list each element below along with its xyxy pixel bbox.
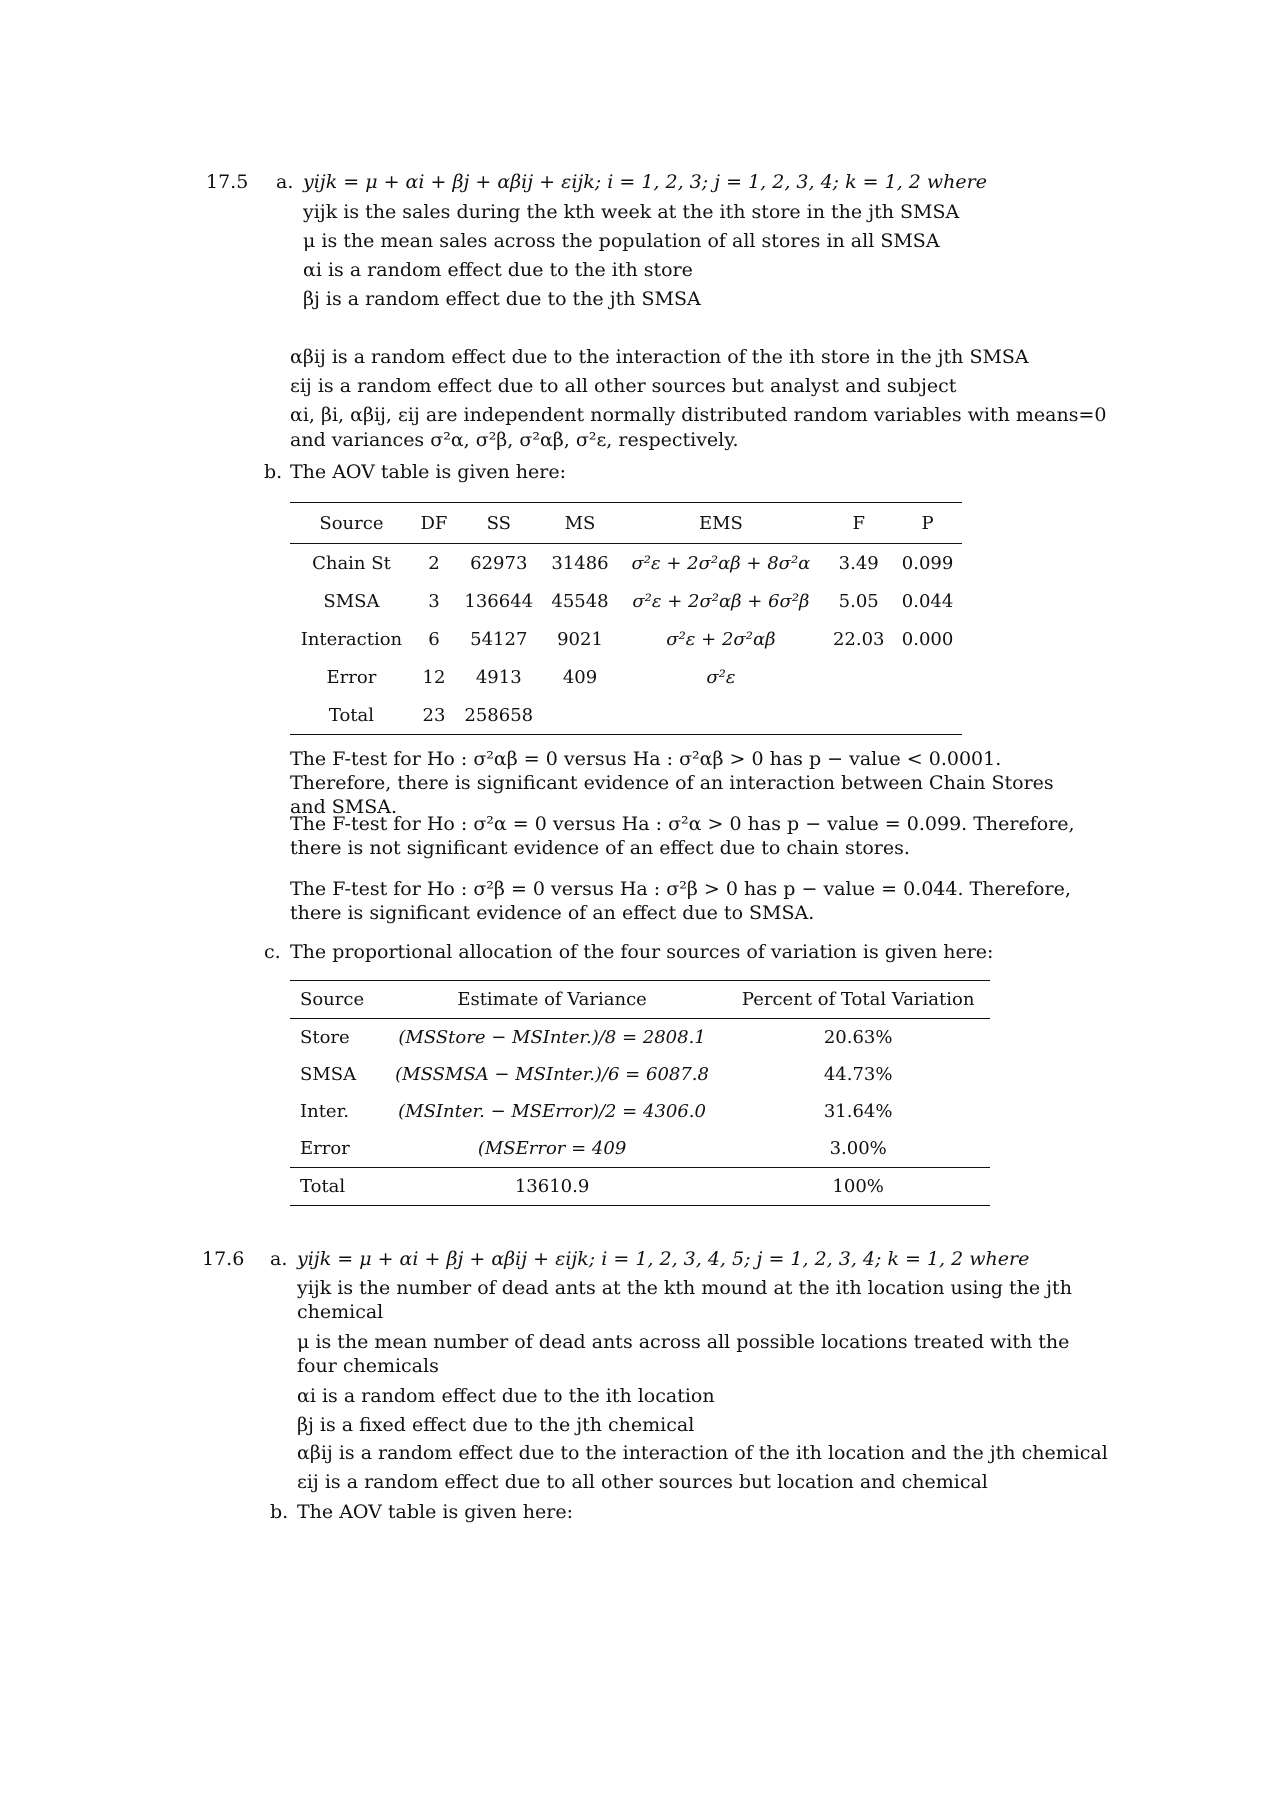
definition-line: yijk is the number of dead ants at the kth mound at the ith location using the jth chemical <box>297 1277 1072 1323</box>
table-row-total <box>290 1168 990 1206</box>
table-cell: 45548 <box>551 590 609 612</box>
definition-line: and variances σ²α, σ²β, σ²αβ, σ²ε, respectively. <box>290 429 739 451</box>
table-cell: SMSA <box>300 1064 357 1085</box>
table-cell: Interaction <box>300 628 403 650</box>
f-test-paragraph: The F-test for Ho : σ²β = 0 versus Ha : σ²β > 0 has p − value = 0.044. Therefore, there is significant evidence of an effect due to SMSA. <box>290 878 1071 924</box>
table-cell: 9021 <box>557 628 603 650</box>
definition-line: αi is a random effect due to the ith location <box>297 1385 715 1407</box>
definition-line: αi, βi, αβij, εij are independent normally distributed random variables with means=0 <box>290 404 1107 426</box>
table-cell: 20.63% <box>823 1027 893 1048</box>
table-cell: 0.000 <box>901 628 954 650</box>
table-cell: 62973 <box>470 552 528 574</box>
table-row <box>290 1019 990 1057</box>
table-cell: 409 <box>562 666 598 688</box>
table-cell <box>824 696 893 735</box>
table-cell: SMSA <box>323 590 380 612</box>
table-cell: 2 <box>428 552 440 574</box>
definition-line: βj is a fixed effect due to the jth chemical <box>297 1414 695 1436</box>
table-cell: 31486 <box>551 552 609 574</box>
table-cell: 258658 <box>464 704 534 726</box>
problem-number-17-5: 17.5 <box>206 171 249 193</box>
table-cell: 13610.9 <box>514 1176 590 1197</box>
definition-line: εij is a random effect due to all other sources but location and chemical <box>297 1471 988 1493</box>
table-row <box>290 1093 990 1130</box>
part-b-intro: The AOV table is given here: <box>290 461 566 483</box>
aov-header-row <box>290 503 962 544</box>
definition-line: βj is a random effect due to the jth SMSA <box>303 288 701 310</box>
table-cell: 0.044 <box>901 590 954 612</box>
part-c-label: c. <box>264 941 281 963</box>
table-cell: 5.05 <box>838 590 879 612</box>
table-row <box>290 620 962 658</box>
table-cell <box>618 696 825 735</box>
column-header: Estimate of Variance <box>457 989 647 1010</box>
table-cell <box>893 658 962 696</box>
problem-number-17-6: 17.6 <box>202 1248 245 1270</box>
column-header: Source <box>319 512 384 534</box>
part-b-label: b. <box>270 1501 289 1523</box>
column-header: SS <box>486 512 511 534</box>
table-cell: 44.73% <box>823 1064 893 1085</box>
table-cell: 54127 <box>470 628 528 650</box>
definition-line: μ is the mean number of dead ants across all possible locations treated with the four chemicals <box>297 1331 1070 1377</box>
column-header: MS <box>564 512 596 534</box>
table-cell: σ²ε + 2σ²αβ + 6σ²β <box>632 590 810 612</box>
table-cell: 100% <box>832 1176 884 1197</box>
table-cell: σ²ε <box>706 666 736 688</box>
table-cell: (MSInter. − MSError)/2 = 4306.0 <box>398 1101 706 1122</box>
definition-line: εij is a random effect due to all other sources but analyst and subject <box>290 375 957 397</box>
table-cell: 0.099 <box>901 552 954 574</box>
table-cell: 4913 <box>475 666 522 688</box>
table-cell: 22.03 <box>832 628 885 650</box>
column-header: EMS <box>698 512 743 534</box>
column-header: DF <box>420 512 448 534</box>
table-cell: 12 <box>422 666 446 688</box>
table-cell: (MSStore − MSInter.)/8 = 2808.1 <box>398 1027 706 1048</box>
table-cell: (MSSMSA − MSInter.)/6 = 6087.8 <box>395 1064 709 1085</box>
column-header: Percent of Total Variation <box>741 989 975 1010</box>
table-cell: 23 <box>422 704 446 726</box>
table-cell: 6 <box>428 628 440 650</box>
table-cell: 31.64% <box>823 1101 893 1122</box>
table-cell: σ²ε + 2σ²αβ <box>666 628 776 650</box>
table-cell <box>824 658 893 696</box>
table-cell: 3.49 <box>838 552 879 574</box>
table-cell: Inter. <box>300 1101 349 1122</box>
column-header: Source <box>300 989 365 1010</box>
table-cell <box>543 696 618 735</box>
table-cell: 3.00% <box>829 1138 887 1159</box>
table-cell: Total <box>300 1176 346 1197</box>
variance-allocation-table <box>290 980 990 1206</box>
aov-table <box>290 502 962 735</box>
table-cell: Error <box>300 1138 350 1159</box>
part-a-label: a. <box>270 1248 288 1270</box>
table-cell: 136644 <box>464 590 534 612</box>
column-header: F <box>852 512 865 534</box>
table-row <box>290 658 962 696</box>
table-cell: Error <box>326 666 377 688</box>
model-equation: yijk = μ + αi + βj + αβij + εijk; i = 1, 2, 3, 4, 5; j = 1, 2, 3, 4; k = 1, 2 where <box>297 1248 1030 1270</box>
table-cell: 3 <box>428 590 440 612</box>
f-test-paragraph: The F-test for Ho : σ²αβ = 0 versus Ha : σ²αβ > 0 has p − value < 0.0001. Therefore, there is significant evidence of an interaction between Chain Stores and SMSA. <box>290 748 1054 818</box>
definition-line: αi is a random effect due to the ith store <box>303 259 693 281</box>
table-row-total <box>290 696 962 735</box>
table-row <box>290 544 962 583</box>
table-cell <box>893 696 962 735</box>
part-c-intro: The proportional allocation of the four sources of variation is given here: <box>290 941 994 963</box>
table-cell: Store <box>300 1027 350 1048</box>
table-cell: Chain St <box>312 552 391 574</box>
table-cell: (MSError = 409 <box>477 1138 627 1159</box>
definition-line: αβij is a random effect due to the interaction of the ith location and the jth chemical <box>297 1442 1108 1464</box>
definition-line: μ is the mean sales across the population of all stores in all SMSA <box>303 230 940 252</box>
table-cell: σ²ε + 2σ²αβ + 8σ²α <box>631 552 811 574</box>
part-a-label: a. <box>276 171 294 193</box>
table-row <box>290 582 962 620</box>
part-b-intro: The AOV table is given here: <box>297 1501 573 1523</box>
part-b-label: b. <box>264 461 283 483</box>
definition-line: yijk is the sales during the kth week at the ith store in the jth SMSA <box>303 201 960 223</box>
column-header: P <box>921 512 934 534</box>
f-test-paragraph: The F-test for Ho : σ²α = 0 versus Ha : σ²α > 0 has p − value = 0.099. Therefore, there is not significant evidence of an effect due to chain stores. <box>290 813 1075 859</box>
table-row <box>290 1130 990 1168</box>
table-row <box>290 1056 990 1093</box>
model-equation: yijk = μ + αi + βj + αβij + εijk; i = 1, 2, 3; j = 1, 2, 3, 4; k = 1, 2 where <box>303 171 987 193</box>
allocation-header-row <box>290 981 990 1019</box>
table-cell: Total <box>328 704 375 726</box>
definition-line: αβij is a random effect due to the interaction of the ith store in the jth SMSA <box>290 346 1029 368</box>
